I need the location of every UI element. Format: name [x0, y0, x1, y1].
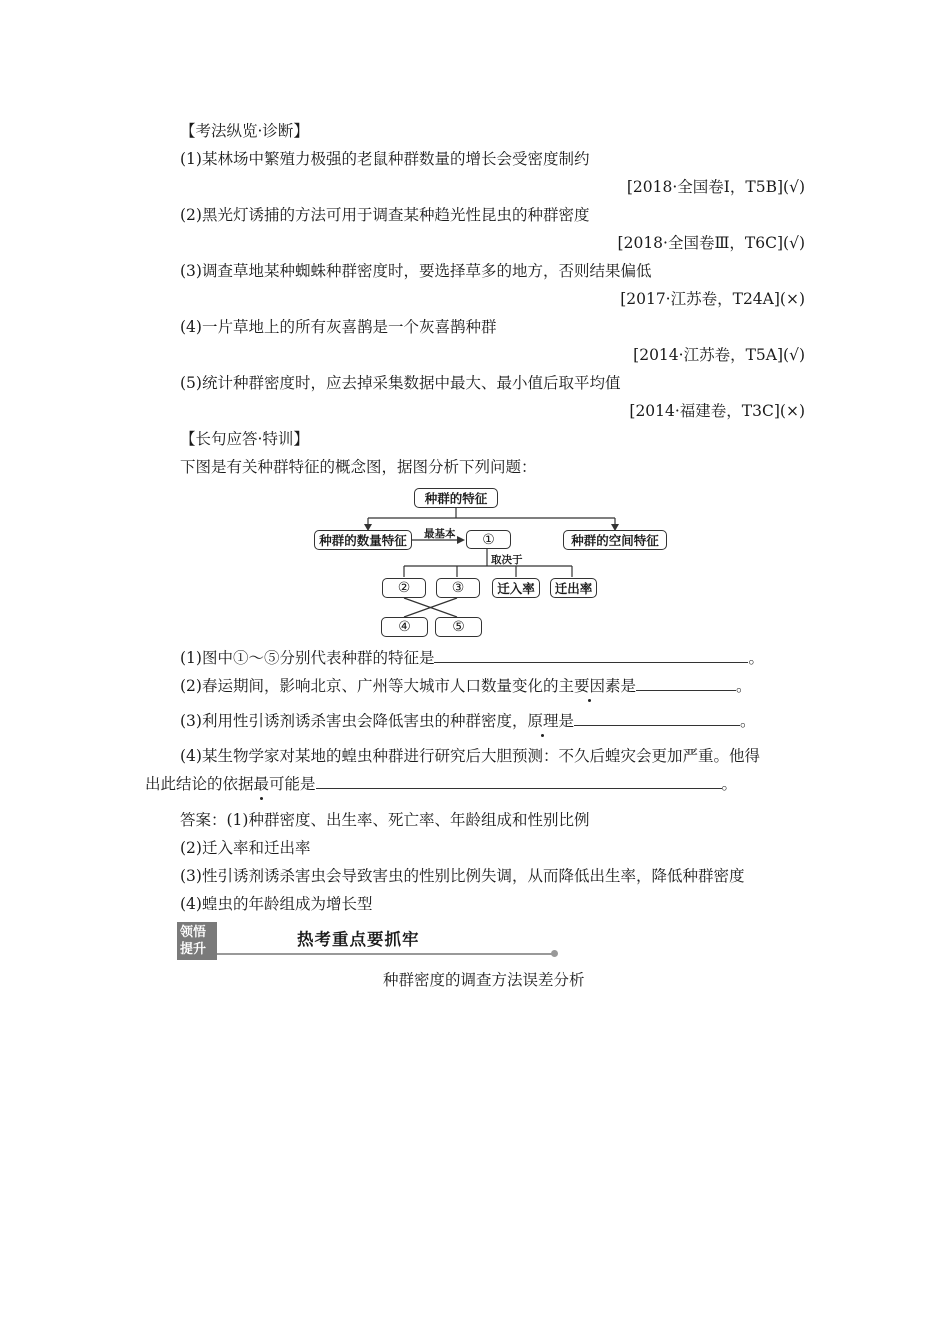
- question-1: (1)图中①～⑤分别代表种群的特征是 。: [180, 649, 764, 667]
- item-1-text: (1)某林场中繁殖力极强的老鼠种群数量的增长会受密度制约: [180, 150, 590, 168]
- node-2: ②: [382, 578, 426, 598]
- item-4-text: (4)一片草地上的所有灰喜鹊是一个灰喜鹊种群: [180, 318, 497, 336]
- item-3-source: [2017·江苏卷，T24A](×): [620, 290, 805, 308]
- answer-blank-4: [316, 774, 722, 789]
- answer-2: (2)迁入率和迁出率: [180, 839, 311, 857]
- emphasis-main-factors: 主要因素: [558, 677, 621, 695]
- banner-rule-end-dot: [551, 950, 558, 957]
- item-1-source: [2018·全国卷Ⅰ，T5B](√): [626, 178, 805, 196]
- emphasis-most-likely-basis: 依据最可能: [222, 775, 301, 793]
- section-heading-diagnosis: 【考法纵览·诊断】: [180, 122, 309, 140]
- section-heading-long-answer: 【长句应答·特训】: [180, 430, 309, 448]
- emphasis-principle: 原理: [527, 712, 559, 730]
- node-4: ④: [381, 617, 428, 637]
- item-5-source: [2014·福建卷，T3C](×): [629, 402, 805, 420]
- node-immigration-rate: 迁入率: [492, 578, 540, 598]
- question-4-line-2: 出此结论的依据最可能是 。: [145, 775, 738, 793]
- question-4-line-1: (4)某生物学家对某地的蝗虫种群进行研究后大胆预测：不久后蝗灾会更加严重。他得: [180, 747, 760, 765]
- node-population-characteristics: 种群的特征: [414, 488, 498, 508]
- node-3: ③: [436, 578, 480, 598]
- section-subtitle: 种群密度的调查方法误差分析: [383, 971, 585, 989]
- item-3-text: (3)调查草地某种蜘蛛种群密度时，要选择草多的地方，否则结果偏低: [180, 262, 652, 280]
- item-2-text: (2)黑光灯诱捕的方法可用于调查某种趋光性昆虫的种群密度: [180, 206, 590, 224]
- answer-blank-3: [574, 711, 740, 726]
- banner-tag-line-1: 领悟: [180, 925, 207, 940]
- node-quantity-characteristics: 种群的数量特征: [314, 530, 412, 550]
- banner-title: 热考重点要抓牢: [297, 930, 420, 949]
- banner-tag: [177, 922, 217, 960]
- answer-1: 答案：(1)种群密度、出生率、死亡率、年龄组成和性别比例: [180, 811, 590, 829]
- node-spatial-characteristics: 种群的空间特征: [563, 530, 667, 550]
- question-2: (2)春运期间，影响北京、广州等大城市人口数量变化的主要因素是 。: [180, 677, 752, 695]
- item-4-source: [2014·江苏卷，T5A](√): [633, 346, 805, 364]
- answer-blank-1: [434, 648, 748, 663]
- node-1: ①: [466, 530, 511, 549]
- question-3: (3)利用性引诱剂诱杀害虫会降低害虫的种群密度，原理是 。: [180, 712, 756, 730]
- edge-label-depends-on: 取决于: [491, 554, 523, 566]
- answer-blank-2: [636, 676, 736, 691]
- answer-3: (3)性引诱剂诱杀害虫会导致害虫的性别比例失调，从而降低出生率，降低种群密度: [180, 867, 745, 885]
- node-emigration-rate: 迁出率: [550, 578, 597, 598]
- node-5: ⑤: [435, 617, 482, 637]
- edge-label-most-basic: 最基本: [424, 528, 456, 540]
- item-5-text: (5)统计种群密度时，应去掉采集数据中最大、最小值后取平均值: [180, 374, 621, 392]
- diagram-intro: 下图是有关种群特征的概念图，据图分析下列问题：: [180, 458, 537, 476]
- banner-rule: [217, 953, 554, 955]
- answer-4: (4)蝗虫的年龄组成为增长型: [180, 895, 373, 913]
- item-2-source: [2018·全国卷Ⅲ，T6C](√): [617, 234, 805, 252]
- banner-tag-line-2: 提升: [180, 942, 207, 957]
